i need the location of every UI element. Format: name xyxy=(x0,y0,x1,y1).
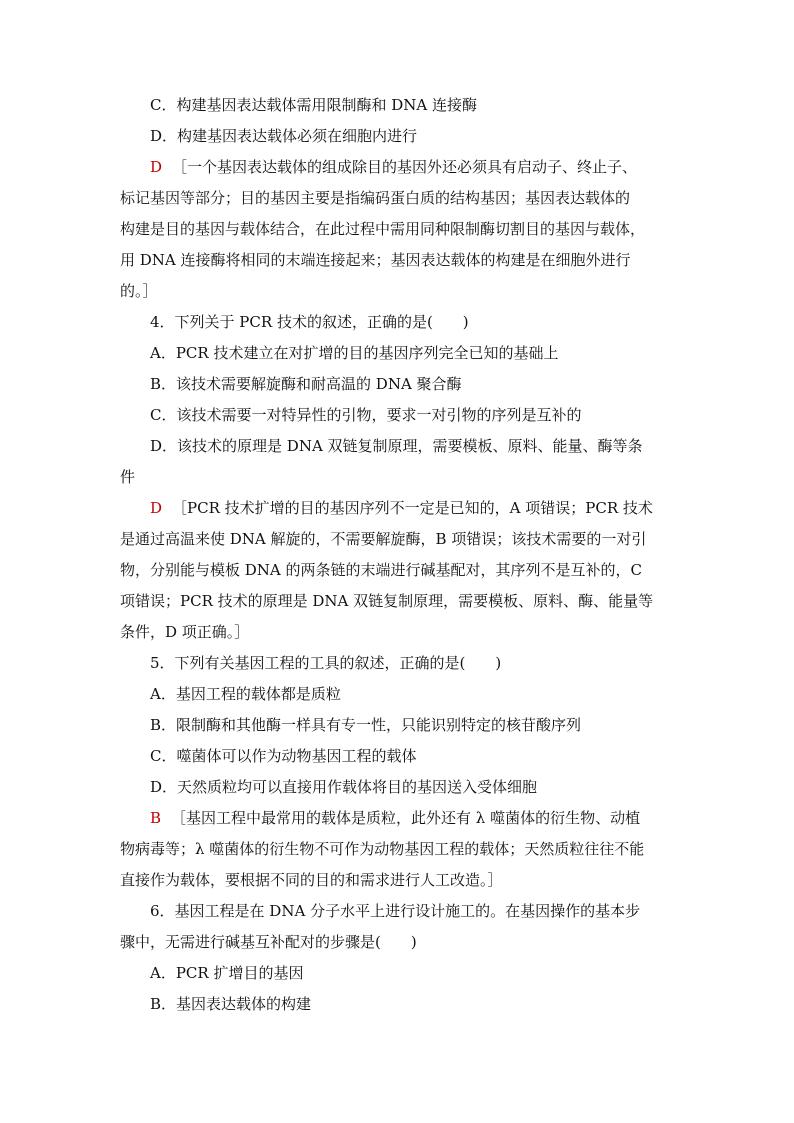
q4-answer-letter: D xyxy=(150,499,163,517)
q3-option-c: C．构建基因表达载体需用限制酶和 DNA 连接酶 xyxy=(150,96,477,114)
q4-explanation-line: 条件，D 项正确。］ xyxy=(120,623,250,641)
q4-explanation-line: 是通过高温来使 DNA 解旋的，不需要解旋酶，B 项错误；该技术需要的一对引 xyxy=(120,530,647,548)
q3-explanation-line: 用 DNA 连接酶将相同的末端连接起来；基因表达载体的构建是在细胞外进行 xyxy=(120,251,631,269)
q3-answer-letter: D xyxy=(150,158,163,176)
q5-explanation-line: 直接作为载体，要根据不同的目的和需求进行人工改造。］ xyxy=(120,871,503,889)
question-content xyxy=(120,90,675,1020)
q6-option-b: B．基因表达载体的构建 xyxy=(150,995,312,1013)
q5-option-a: A．基因工程的载体都是质粒 xyxy=(150,685,341,703)
q4-answer-line xyxy=(120,493,675,524)
q3-answer-line xyxy=(120,152,675,183)
q5-answer-line xyxy=(120,803,675,834)
q6-option-a: A．PCR 扩增目的基因 xyxy=(150,964,304,982)
q4-option-d-continued: 件 xyxy=(120,468,136,486)
q4-option-c: C．该技术需要一对特异性的引物，要求一对引物的序列是互补的 xyxy=(150,406,582,424)
q5-option-b: B．限制酶和其他酶一样具有专一性，只能识别特定的核苷酸序列 xyxy=(150,716,582,734)
q5-option-d: D．天然质粒均可以直接用作载体将目的基因送入受体细胞 xyxy=(150,778,538,796)
q3-option-d: D．构建基因表达载体必须在细胞内进行 xyxy=(150,127,418,145)
q4-explanation-line: ［PCR 技术扩增的目的基因序列不一定是已知的，A 项错误；PCR 技术 xyxy=(172,499,653,517)
q5-option-c: C．噬菌体可以作为动物基因工程的载体 xyxy=(150,747,417,765)
q5-stem: 5．下列有关基因工程的工具的叙述，正确的是( ) xyxy=(150,654,502,672)
q6-stem-continued: 骤中，无需进行碱基互补配对的步骤是( ) xyxy=(120,933,417,951)
q5-explanation-line: 物病毒等；λ 噬菌体的衍生物不可作为动物基因工程的载体；天然质粒往往不能 xyxy=(120,840,645,858)
q4-stem: 4．下列关于 PCR 技术的叙述，正确的是( ) xyxy=(150,313,469,331)
q3-explanation-line: 标记基因等部分；目的基因主要是指编码蛋白质的结构基因；基因表达载体的 xyxy=(120,189,631,207)
q4-option-b: B．该技术需要解旋酶和耐高温的 DNA 聚合酶 xyxy=(150,375,462,393)
q6-stem: 6．基因工程是在 DNA 分子水平上进行设计施工的。在基因操作的基本步 xyxy=(150,902,641,920)
q4-explanation-line: 物，分别能与模板 DNA 的两条链的末端进行碱基配对，其序列不是互补的，C xyxy=(120,561,643,579)
q4-option-a: A．PCR 技术建立在对扩增的目的基因序列完全已知的基础上 xyxy=(150,344,559,362)
q3-explanation-line: 的。］ xyxy=(120,282,158,300)
q4-explanation-line: 项错误；PCR 技术的原理是 DNA 双链复制原理，需要模板、原料、酶、能量等 xyxy=(120,592,654,610)
q4-option-d: D．该技术的原理是 DNA 双链复制原理，需要模板、原料、能量、酶等条 xyxy=(150,437,643,455)
q3-explanation-line: ［一个基因表达载体的组成除目的基因外还必须具有启动子、终止子、 xyxy=(172,158,638,176)
q3-explanation-line: 构建是目的基因与载体结合，在此过程中需用同种限制酶切割目的基因与载体， xyxy=(120,220,646,238)
q5-answer-letter: B xyxy=(150,809,162,827)
q5-explanation-line: ［基因工程中最常用的载体是质粒，此外还有 λ 噬菌体的衍生物、动植 xyxy=(171,809,641,827)
